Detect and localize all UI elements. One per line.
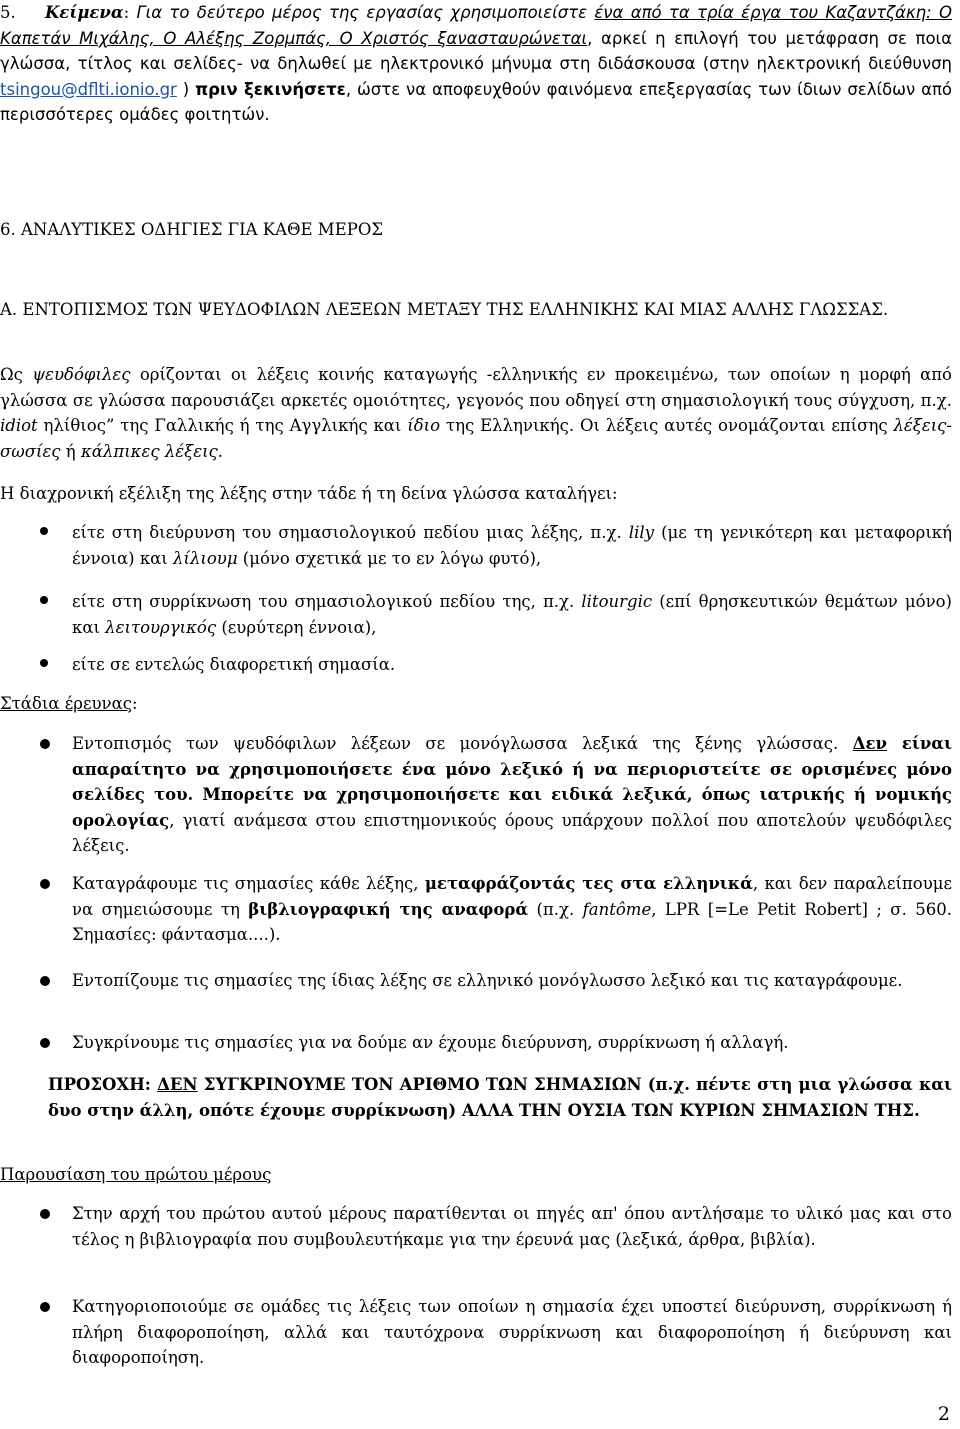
def-lookalikes: λέξεις-σωσίες — [0, 416, 952, 461]
stage1-e: , γιατί ανάμεσα στου επιστημονικούς όρους υπάρχουν πολλοί που αποτελούν ψευδόφιλες λέξεις. — [72, 810, 952, 855]
bullet-icon — [40, 1302, 50, 1312]
evo2-litourgic: litourgic — [581, 592, 653, 611]
stages-title: Στάδια έρευνας — [0, 694, 132, 713]
evo2-leitourgikos: λειτουργικός — [105, 617, 217, 637]
def-t11: . — [217, 441, 224, 461]
texts-label: Κείμενα — [44, 3, 124, 22]
evo1-a: είτε στη διεύρυνση του σημασιολογικού πεδίου μιας λέξης, π.χ. — [72, 523, 629, 542]
intro-paragraph — [0, 0, 952, 128]
presentation-item-2: Κατηγοριοποιούμε σε ομάδες τις λέξεις των οποίων η σημασία έχει υποστεί διεύρυνση, συρρίκνωση ή πλήρη διαφοροποίηση, αλλά και ταυτόχρονα συρρίκνωση και διαφοροποίηση ή διεύρυνση και διαφοροποίηση. — [72, 1297, 952, 1367]
evolution-item-3: είτε σε εντελώς διαφορετική σημασία. — [72, 655, 396, 674]
evo1-lily: lily — [628, 523, 654, 542]
stage-3: Εντοπίζουμε τις σημασίες της ίδιας λέξης σε ελληνικό μονόγλωσσο λεξικό και τις καταγράφουμε. — [72, 971, 903, 990]
evo2-e: (ευρύτερη έννοια), — [216, 617, 377, 637]
kazantzakis-works: ένα από τα τρία έργα του Καζαντζάκη: Ο Καπετάν Μιχάλης, Ο Αλέξης Ζορμπάς, Ο Χριστός ξανασταυρώνεται — [0, 3, 952, 48]
stage2-c: , και δεν παραλείπουμε να σημειώσουμε τη — [72, 874, 952, 919]
intro-text-6: , ώστε να αποφευχθούν φαινόμενα επεξεργασίας των ίδιων σελίδων από περισσότερες ομάδες φοιτητών. — [0, 79, 952, 124]
warning-paragraph — [48, 1072, 952, 1123]
stage-2 — [72, 871, 952, 948]
section-a-heading: Α. ΕΝΤΟΠΙΣΜΟΣ ΤΩΝ ΨΕΥΔΟΦΙΛΩΝ ΛΕΞΕΩΝ ΜΕΤΑΞΥ ΤΗΣ ΕΛΛΗΝΙΚΗΣ ΚΑΙ ΜΙΑΣ ΑΛΛΗΣ ΓΛΩΣΣΑΣ. — [0, 300, 889, 319]
def-t3: ορίζονται οι λέξεις κοινής καταγωγής -ελληνικής εν προκειμένω, των οποίων η μορφή από γλώσσα σε γλώσσα παρουσιάζει αρκετές ομοιότητες, γεγονός που οδηγεί στη σημασιολογική τους σύγχυση, π.χ. — [0, 365, 952, 410]
email-link[interactable]: tsingou@dflti.ionio.gr — [0, 79, 177, 99]
def-t1: Ως — [0, 365, 33, 384]
before-start: πριν ξεκινήσετε — [195, 79, 346, 99]
presentation-heading — [0, 1162, 952, 1188]
def-pseudofriends: ψευδόφιλες — [32, 365, 131, 384]
stage1-not: Δεν — [852, 734, 887, 753]
bullet-icon — [40, 659, 48, 667]
presentation-title: Παρουσίαση του πρώτου μέρους — [0, 1165, 272, 1184]
evo2-a: είτε στη συρρίκνωση του σημασιολογικού πεδίου της, π.χ. — [72, 592, 582, 611]
warning-label: ΠΡΟΣΟΧΗ: — [48, 1075, 158, 1094]
stage-4: Συγκρίνουμε τις σημασίες για να δούμε αν έχουμε διεύρυνση, συρρίκνωση ή αλλαγή. — [72, 1033, 789, 1052]
page-number: 2 — [937, 1403, 950, 1425]
def-t7: της Ελληνικής. Οι λέξεις αυτές ονομάζονται επίσης — [440, 416, 894, 435]
intro-text-4: ) — [176, 79, 196, 99]
stage2-e: (π.χ. — [528, 899, 583, 919]
bullet-icon — [40, 527, 48, 535]
stage2-a: Καταγράφουμε τις σημασίες κάθε λέξης, — [72, 874, 425, 893]
texts-colon: : — [123, 3, 130, 22]
def-t5: ηλίθιος” της Γαλλικής ή της Αγγλικής και — [37, 416, 408, 435]
def-fake-words: κάλπικες λέξεις — [80, 441, 218, 461]
stage2-fantome: fantôme — [582, 899, 652, 919]
def-idio: ίδιο — [407, 416, 441, 435]
stage1-d: Μπορείτε να χρησιμοποιήσετε και ειδικά λεξικά, όπως ιατρικής ή νομικής ορολογίας — [72, 785, 952, 830]
bullet-icon — [40, 879, 50, 889]
definition-paragraph — [0, 362, 952, 464]
stage-1 — [72, 731, 952, 859]
stage2-g: , LPR [=Le Petit Robert] ; σ. 560. Σημασίες: φάντασμα....). — [72, 899, 952, 944]
def-t9: ή — [60, 441, 81, 461]
presentation-item-1: Στην αρχή του πρώτου αυτού μέρους παρατίθενται οι πηγές απ' όπου αντλήσαμε το υλικό μας και στο τέλος η βιβλιογραφία που συμβουλευτήκαμε για την έρευνά μας (λεξικά, άρθρα, βιβλία). — [72, 1204, 952, 1249]
bullet-icon — [40, 1038, 50, 1048]
stage1-c: είναι απαραίτητο να χρησιμοποιήσετε ένα μόνο λεξικό ή να περιοριστείτε σε ορισμένες μόνο σελίδες του. — [72, 734, 952, 804]
evo1-c: (με τη γενικότερη και μεταφορική έννοια) και — [72, 523, 952, 568]
stages-heading — [0, 691, 952, 717]
warning-text: ΣΥΓΚΡΙΝΟΥΜΕ ΤΟΝ ΑΡΙΘΜΟ ΤΩΝ ΣΗΜΑΣΙΩΝ (π.χ. πέντε στη μια γλώσσα και δυο στην άλλη, οπότε έχουμε συρρίκνωση) ΑΛΛΑ ΤΗΝ ΟΥΣΙΑ ΤΩΝ ΚΥΡΙΩΝ ΣΗΜΑΣΙΩΝ ΤΗΣ. — [48, 1075, 952, 1120]
intro-text-3b: μετάφραση σε ποια γλώσσα, τίτλος και σελίδες- να δηλωθεί με ηλεκτρονικό μήνυμα στη διδάσκουσα (στην ηλεκτρονική διεύθυνση — [0, 28, 952, 73]
evo1-e: (μόνο σχετικά με το εν λόγω φυτό), — [237, 548, 542, 568]
stage2-biblio: βιβλιογραφική της αναφορά — [248, 899, 529, 919]
bullet-icon — [40, 976, 50, 986]
evolution-item-2 — [72, 589, 952, 640]
warning-not: ΔΕΝ — [157, 1075, 198, 1094]
evo2-c: (επί θρησκευτικών θεμάτων μόνο) και — [72, 592, 952, 637]
stage2-translate: μεταφράζοντάς τες στα ελληνικά — [424, 874, 753, 893]
section-6-heading: 6. ΑΝΑΛΥΤΙΚΕΣ ΟΔΗΓΙΕΣ ΓΙΑ ΚΑΘΕ ΜΕΡΟΣ — [0, 220, 384, 239]
stages-colon: : — [131, 694, 138, 713]
def-idiot: idiot — [0, 416, 38, 435]
evolution-item-1 — [72, 520, 952, 571]
intro-text-3: , αρκεί η επιλογή του — [587, 28, 786, 48]
bullet-icon — [40, 739, 50, 749]
item-number: 5. — [0, 3, 16, 22]
bullet-icon — [40, 1209, 50, 1219]
intro-text-1: Για το δεύτερο μέρος της εργασίας χρησιμοποιείστε — [129, 3, 595, 22]
bullet-icon — [40, 596, 48, 604]
evolution-paragraph: Η διαχρονική εξέλιξη της λέξης στην τάδε ή τη δείνα γλώσσα καταλήγει: — [0, 484, 618, 503]
evo1-lilioum: λίλιουμ — [173, 548, 238, 568]
stage1-a: Εντοπισμός των ψευδόφιλων λέξεων σε μονόγλωσσα λεξικά της ξένης γλώσσας. — [72, 734, 853, 753]
